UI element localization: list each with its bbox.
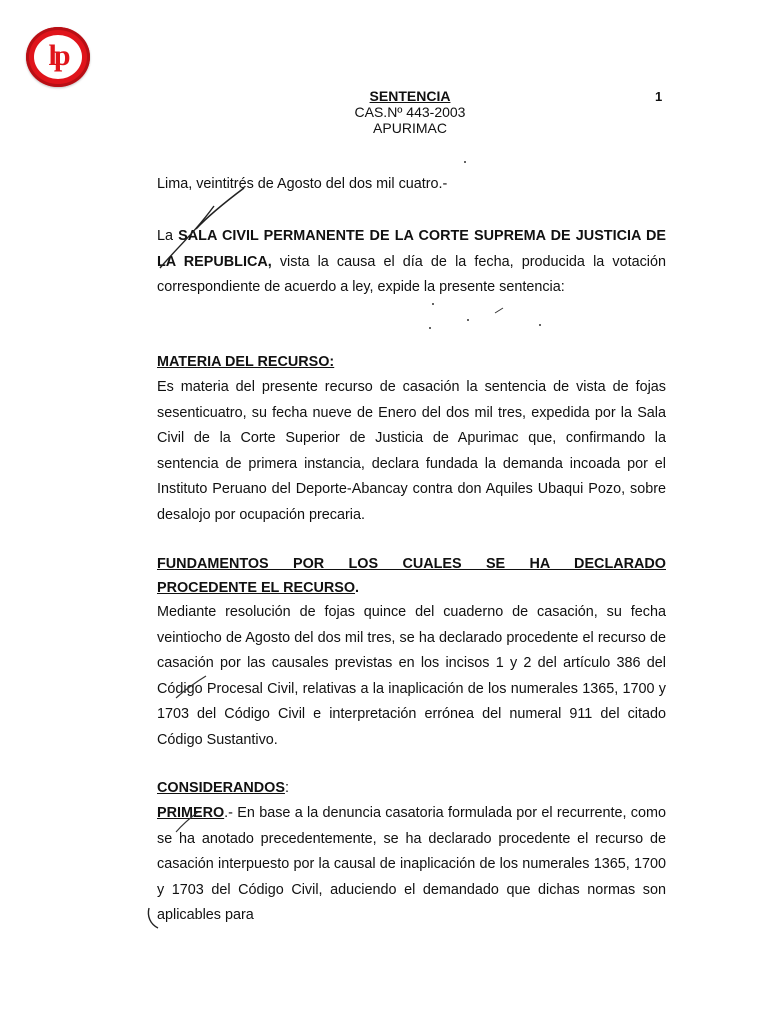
logo-inner-circle	[34, 35, 82, 79]
primero-paragraph	[157, 801, 666, 929]
logo-text: lp	[48, 39, 68, 72]
court-name: SALA CIVIL PERMANENTE DE LA CORTE SUPREMA DE JUSTICIA DE LA REPUBLICA,	[157, 228, 666, 270]
speck	[467, 319, 469, 321]
considerandos-heading-suffix: :	[284, 780, 289, 796]
fundamentos-heading-suffix: .	[355, 580, 360, 596]
primero-label: PRIMERO	[157, 805, 225, 821]
region: APURIMAC	[373, 120, 447, 136]
intro-rest: vista la causa el día de la fecha, producida la votación correspondiente de acuerdo a ley, expide la presente sentencia:	[157, 253, 666, 295]
fundamentos-body: Mediante resolución de fojas quince del cuaderno de casación, su fecha veintiocho de Agosto del dos mil tres, se ha declarado procedente el recurso de casación por las causales previstas en los incisos 1 y 2 del artículo 386 del Código Procesal Civil, relativas a la inaplicación de los numerales 1365, 1700 y 1703 del Código Civil e interpretación errónea del numeral 911 del citado Código Sustantivo.	[157, 604, 666, 748]
intro-paragraph	[157, 224, 666, 301]
document-header	[300, 88, 520, 136]
materia-body: Es materia del presente recurso de casación la sentencia de vista de fojas sesenticuatro, su fecha nueve de Enero del dos mil tres, expedida por la Sala Civil de la Corte Superior de Justicia de Apurimac que, confirmando la sentencia de primera instancia, declara fundada la demanda incoada por el Instituto Peruano del Deporte-Abancay contra don Aquiles Ubaqui Pozo, sobre desalojo por ocupación precaria.	[157, 379, 666, 523]
fundamentos-heading-line2	[157, 576, 666, 602]
speck	[429, 327, 431, 329]
intro-prefix: La	[157, 228, 179, 244]
case-number: CAS.Nº 443-2003	[354, 104, 466, 120]
considerandos-heading	[157, 776, 666, 802]
fundamentos-heading-line1: FUNDAMENTOS POR LOS CUALES SE HA DECLARADO	[157, 556, 666, 572]
document-title: SENTENCIA	[369, 88, 451, 104]
speck	[539, 324, 541, 326]
materia-heading: MATERIA DEL RECURSO:	[157, 354, 335, 370]
page-number: 1	[655, 89, 663, 104]
speck-dash	[495, 308, 503, 313]
lp-logo	[26, 27, 90, 87]
fundamentos-heading-text: PROCEDENTE EL RECURSO	[157, 580, 356, 596]
date-line: Lima, veintitrés de Agosto del dos mil cuatro.-	[157, 176, 448, 192]
speck	[432, 303, 434, 305]
speck	[464, 161, 466, 163]
primero-body: .- En base a la denuncia casatoria formulada por el recurrente, como se ha anotado precedentemente, se ha declarado procedente el recurso de casación interpuesto por la causal de inaplicación de los numerales 1365, 1700 y 1703 del Código Civil, aduciendo el demandado que dichas normas son aplicables para	[157, 805, 666, 923]
considerandos-heading-text: CONSIDERANDOS	[157, 780, 285, 796]
